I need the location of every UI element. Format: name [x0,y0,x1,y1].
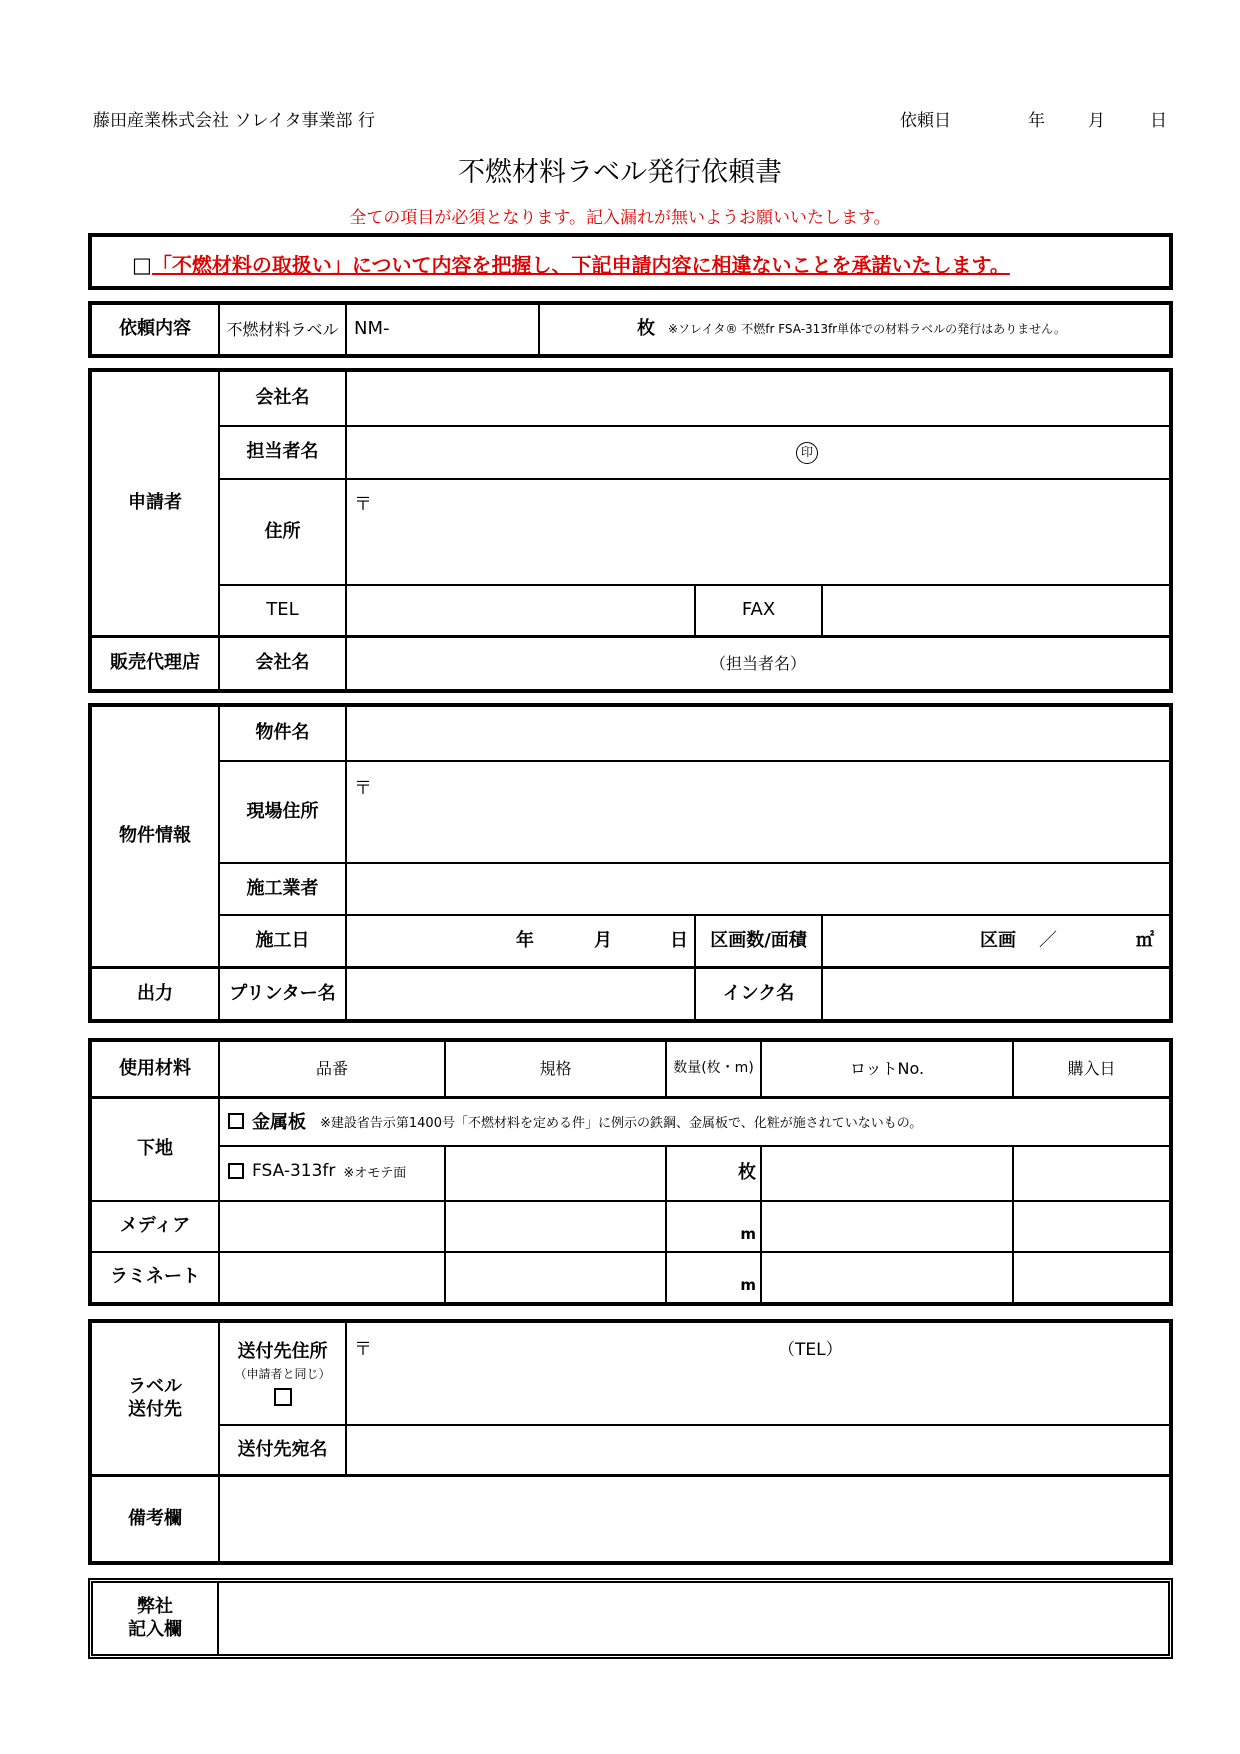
applicant-section: 申請者 [128,492,182,514]
output-section: 出力 [137,982,173,1004]
ink-label: インク名 [722,982,795,1004]
applicant-postal-mark: 〒 [354,494,372,515]
area-unit-sqm: ㎡ [1136,929,1154,951]
office-use-box [88,1578,1173,1659]
area-separator: ／ [1039,929,1057,951]
laminate-label: ラミネート [110,1266,200,1288]
recipient-label: 送付先宛名 [237,1438,328,1460]
consent-text: 「不燃材料の取扱い」について内容を把握し、下記申請内容に相違ないことを承諾いたします。 [151,253,1010,277]
shipping-postal-mark: 〒 [354,1339,372,1360]
base-label: 下地 [137,1138,173,1160]
metal-label: 金属板 [252,1112,306,1133]
request-note: ※ソレイタ® 不燃fr FSA-313fr単体での材料ラベルの発行はありません。 [668,322,1066,336]
required-notice: 全ての項目が必須となります。記入漏れが無いようお願いいたします。 [349,208,891,228]
fsa-label: FSA-313fr [252,1161,336,1181]
metal-checkbox[interactable] [228,1113,244,1129]
date-month: 月 [1088,111,1105,131]
addressee: 藤田産業株式会社 ソレイタ事業部 行 [93,111,375,131]
construction-date-label: 施工日 [255,929,310,951]
contractor-label: 施工業者 [246,877,319,899]
col-quantity: 数量(枚・m) [673,1060,754,1077]
fsa-checkbox[interactable] [228,1163,244,1179]
col-lot-number: ロットNo. [849,1059,925,1078]
property-section: 物件情報 [119,825,191,847]
shipping-section-line1: ラベル [128,1376,182,1397]
office-label-line2: 記入欄 [128,1618,182,1640]
request-prefix[interactable]: NM- [354,318,390,340]
metal-note: ※建設省告示第1400号「不燃材料を定める件」に例示の鉄鋼、金属板で、化粧が施されていないもの。 [320,1115,923,1131]
date-label: 依頼日 [900,111,951,131]
applicant-fax-label: FAX [741,599,776,621]
seal-mark: 印 [796,442,818,464]
property-name-label: 物件名 [255,722,310,744]
office-label-line1: 弊社 [137,1596,173,1617]
applicant-company-label: 会社名 [255,387,310,409]
site-postal-mark: 〒 [354,778,372,799]
consent-box [88,233,1173,290]
date-year: 年 [1028,111,1045,131]
printer-label: プリンター名 [229,982,336,1004]
materials-section: 使用材料 [119,1057,191,1079]
applicant-person-label: 担当者名 [246,441,319,463]
property-box [88,703,1173,1023]
col-part-number: 品番 [315,1059,348,1078]
media-unit: m [740,1225,756,1244]
col-purchase-date: 購入日 [1067,1059,1116,1078]
construction-day: 日 [670,929,688,951]
shipping-tel-note: （TEL） [778,1340,843,1360]
remarks-label: 備考欄 [128,1507,182,1529]
shipping-address-label: 送付先住所 [237,1341,328,1362]
area-label: 区画数/面積 [710,929,807,951]
col-spec: 規格 [539,1059,572,1078]
agent-company-label: 会社名 [255,652,310,674]
agent-person-note: （担当者名） [709,653,806,673]
materials-box [88,1038,1173,1306]
construction-year: 年 [516,929,534,951]
site-address-label: 現場住所 [246,800,319,822]
construction-month: 月 [594,929,612,951]
media-label: メディア [119,1215,191,1237]
laminate-unit: m [740,1276,756,1295]
agent-section: 販売代理店 [110,652,200,674]
shipping-section-line2: 送付先 [128,1398,182,1420]
applicant-tel-label: TEL [266,599,299,621]
request-unit: 枚 [637,318,655,340]
same-as-applicant-note: （申請者と同じ） [234,1367,331,1381]
date-day: 日 [1150,111,1167,131]
fsa-note: ※オモテ面 [343,1165,407,1181]
area-unit-sections: 区画 [980,929,1016,951]
request-box [88,301,1173,358]
shipping-box [88,1319,1173,1565]
same-as-applicant-checkbox[interactable] [274,1388,292,1406]
applicant-address-label: 住所 [264,520,301,542]
consent-checkbox[interactable]: □ [132,253,152,277]
page-title: 不燃材料ラベル発行依頼書 [458,157,782,188]
request-item: 不燃材料ラベル [226,319,339,339]
request-label: 依頼内容 [119,318,191,340]
fsa-unit: 枚 [738,1162,756,1184]
applicant-box [88,368,1173,693]
